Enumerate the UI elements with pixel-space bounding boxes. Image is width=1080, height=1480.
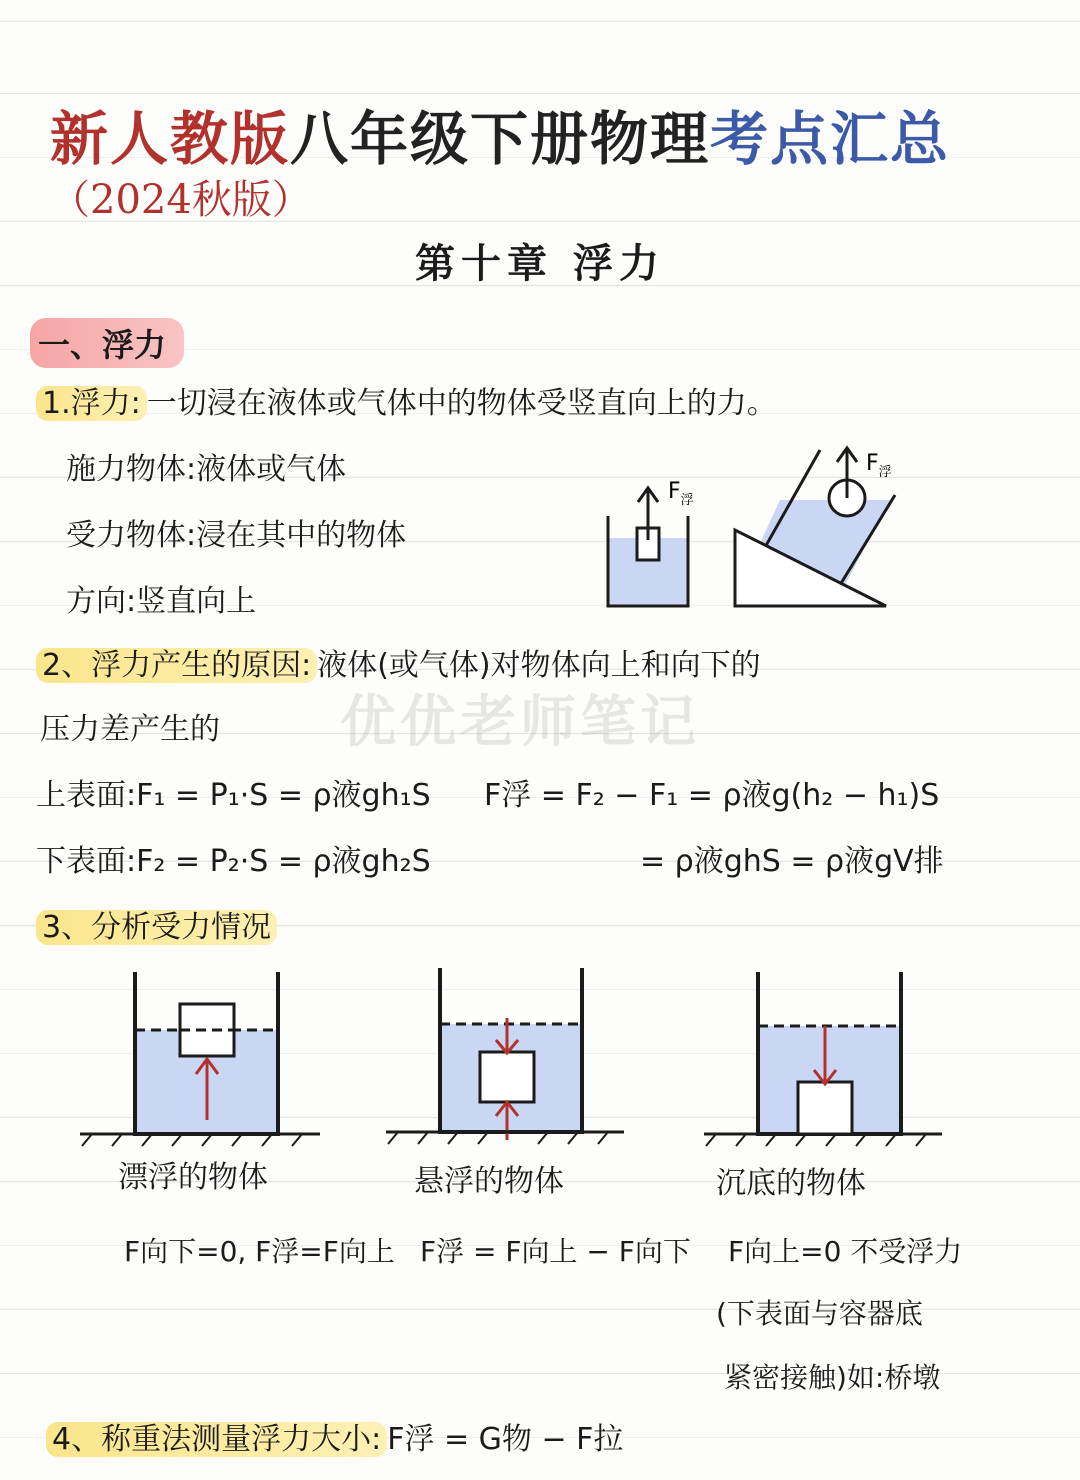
- sunk-diagram: [704, 972, 942, 1146]
- item4-label: 4、称重法测量浮力大小:: [46, 1422, 387, 1457]
- force-label-1: $F_浮$: [668, 479, 694, 508]
- sunk-note-1: (下表面与容器底: [716, 1297, 923, 1330]
- item3-line: [36, 902, 277, 946]
- sunk-caption: 沉底的物体: [716, 1166, 866, 1201]
- item1-direction: 方向:竖直向上: [66, 584, 257, 619]
- suspended-caption: 悬浮的物体: [414, 1164, 564, 1199]
- suspended-diagram: [386, 968, 624, 1144]
- title-part-1: 新人教版: [50, 105, 291, 173]
- floating-formula: F向下=0, F浮=F向上: [124, 1235, 395, 1268]
- floating-diagram: [80, 972, 320, 1146]
- item1-line: [36, 378, 777, 422]
- title-part-3: 考点汇总: [710, 105, 951, 173]
- item2-text1: 液体(或气体)对物体向上和向下的: [317, 648, 761, 683]
- item1-label: 1.浮力:: [36, 386, 147, 421]
- page-title: [50, 92, 950, 176]
- chapter-title: 第十章 浮力: [415, 240, 665, 287]
- item1-receiver: 受力物体:浸在其中的物体: [66, 518, 407, 553]
- buoyancy-eq-1: F浮 = F₂ − F₁ = ρ液g(h₂ − h₁)S: [484, 778, 940, 813]
- item4-formula: F浮 = G物 − F拉: [387, 1422, 624, 1457]
- section-heading: 一、浮力: [30, 318, 184, 368]
- buoyancy-diagrams: [590, 440, 1060, 620]
- force-analysis-diagrams: [70, 960, 970, 1150]
- sunk-note-2: 紧密接触)如:桥墩: [724, 1361, 941, 1394]
- item1-applier: 施力物体:液体或气体: [66, 452, 347, 487]
- sunk-formula: F向上=0 不受浮力: [728, 1235, 963, 1268]
- watermark: 优优老师笔记: [340, 690, 700, 755]
- force-label-2: $F_浮$: [866, 451, 892, 480]
- title-part-2: 八年级下册物理: [290, 105, 711, 173]
- sunk-block: [798, 1082, 852, 1134]
- item2-text2: 压力差产生的: [40, 712, 220, 747]
- floating-caption: 漂浮的物体: [118, 1160, 268, 1195]
- item1-definition: 一切浸在液体或气体中的物体受竖直向上的力。: [146, 386, 777, 421]
- item4-line: [46, 1414, 623, 1458]
- item2-label: 2、浮力产生的原因:: [36, 648, 317, 683]
- incline-diagram: [735, 448, 895, 606]
- item3-label: 3、分析受力情况: [36, 910, 277, 945]
- lower-surface-eq: 下表面:F₂ = P₂·S = ρ液gh₂S: [36, 844, 431, 879]
- upper-surface-eq: 上表面:F₁ = P₁·S = ρ液gh₁S: [36, 778, 431, 813]
- edition-label: （2024秋版）: [50, 177, 312, 223]
- beaker-diagram: [608, 479, 694, 606]
- buoyancy-eq-2: = ρ液ghS = ρ液gV排: [640, 844, 944, 879]
- suspended-block: [480, 1052, 534, 1102]
- suspended-formula: F浮 = F向上 − F向下: [420, 1235, 691, 1268]
